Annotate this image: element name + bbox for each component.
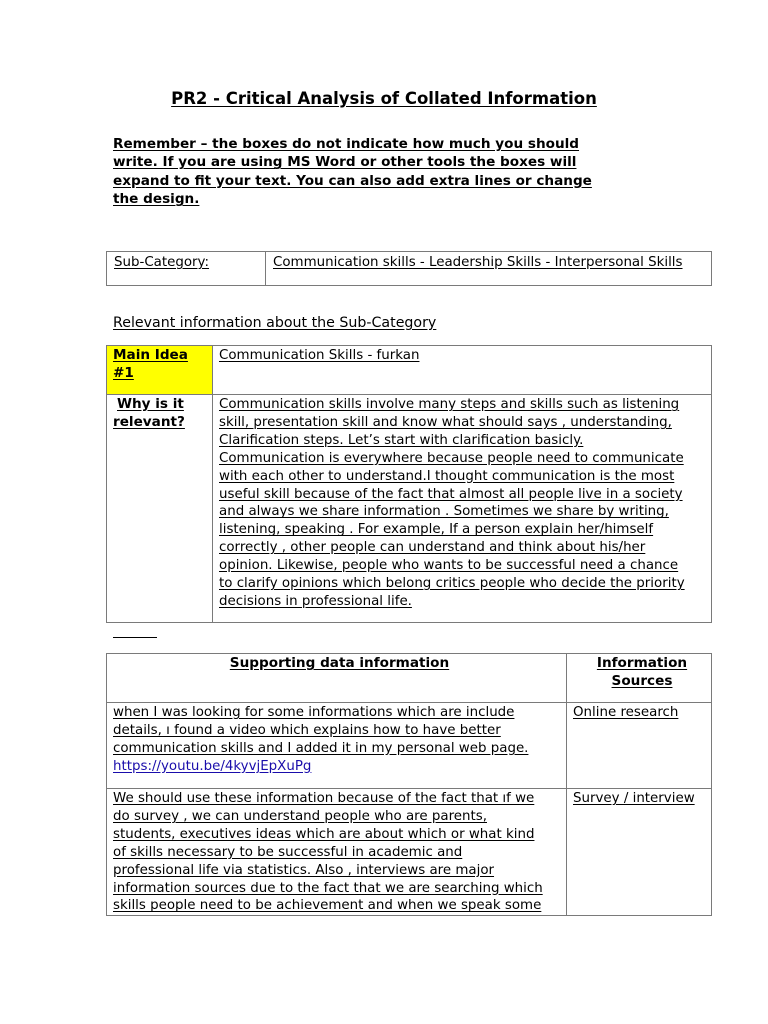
why-line: useful skill because of the fact that almost all people live in a society: [219, 486, 683, 502]
table-row: [107, 654, 712, 703]
why-relevant-label-cell: [107, 395, 213, 623]
supporting-line: do survey , we can understand people who are parents,: [113, 808, 487, 824]
why-line: and always we share information . Sometimes we share by writing,: [219, 504, 669, 520]
supporting-line: of skills necessary to be successful in academic and: [113, 844, 463, 860]
supporting-line: information sources due to the fact that we are searching which: [113, 880, 543, 896]
reminder-line: write. If you are using MS Word or other tools the boxes will: [113, 154, 577, 171]
why-relevant-text-cell[interactable]: [213, 395, 712, 623]
supporting-data-header-label: Supporting data information: [229, 655, 450, 671]
video-link[interactable]: https://youtu.be/4kyvjEpXuPg: [113, 758, 312, 774]
table-row: [107, 346, 712, 395]
subcategory-value-cell[interactable]: [266, 252, 712, 286]
supporting-line: skills people need to be achievement and when we speak some: [113, 898, 542, 914]
information-source: Survey / interview: [573, 791, 695, 806]
why-line: listening, speaking . For example, If a person explain her/himself: [219, 522, 654, 538]
why-relevant-label-2: relevant?: [113, 413, 185, 430]
information-source: Online research: [573, 705, 679, 720]
information-source-cell[interactable]: [567, 703, 712, 789]
why-line: opinion. Likewise, people who wants to be successful need a chance: [219, 558, 679, 574]
divider: [113, 637, 157, 638]
information-sources-label: Information: [596, 655, 688, 671]
supporting-line: students, executives ideas which are about which or what kind: [113, 826, 535, 842]
relevant-info-heading: Relevant information about the Sub-Category: [113, 315, 437, 331]
supporting-data-cell[interactable]: [107, 703, 567, 789]
table-row: [107, 789, 712, 916]
main-idea-label-cell: [107, 346, 213, 395]
subcategory-label-cell: [107, 252, 266, 286]
supporting-line: when I was looking for some informations which are include: [113, 705, 515, 720]
why-line: decisions in professional life.: [219, 593, 412, 609]
supporting-line: We should use these information because of the fact that ıf we: [113, 791, 535, 806]
subcategory-label: Sub-Category:: [114, 255, 210, 270]
reminder-line: Remember – the boxes do not indicate how much you should: [113, 136, 580, 152]
reminder-line: the design.: [113, 191, 200, 208]
why-line: Clarification steps. Let’s start with clarification basicly.: [219, 432, 584, 448]
information-source-cell[interactable]: [567, 789, 712, 916]
table-row: [107, 252, 712, 286]
main-idea-value-cell[interactable]: [213, 346, 712, 395]
main-idea-table: [106, 345, 712, 623]
supporting-line: communication skills and I added it in my personal web page.: [113, 740, 529, 756]
why-line: Communication is everywhere because people need to communicate: [219, 450, 684, 466]
subcategory-table: [106, 251, 712, 286]
supporting-line: details, ı found a video which explains how to have better: [113, 722, 501, 738]
main-idea-value: Communication Skills - furkan: [219, 348, 420, 363]
why-line: skill, presentation skill and know what should says , understanding,: [219, 414, 672, 430]
why-line: Communication skills involve many steps and skills such as listening: [219, 397, 680, 412]
reminder-line: expand to fit your text. You can also add extra lines or change: [113, 172, 592, 189]
why-line: to clarify opinions which belong critics people who decide the priority: [219, 576, 685, 592]
main-idea-number: #1: [113, 364, 134, 381]
why-line: correctly , other people can understand and think about his/her: [219, 540, 646, 556]
supporting-data-cell[interactable]: [107, 789, 567, 916]
information-sources-header: [567, 654, 712, 703]
subcategory-value: Communication skills - Leadership Skills - Interpersonal Skills: [273, 255, 683, 270]
reminder-note: [113, 135, 658, 209]
main-idea-label: Main Idea: [113, 347, 188, 363]
table-row: [107, 395, 712, 623]
supporting-data-table: [106, 653, 712, 916]
supporting-line: professional life via statistics. Also , interviews are major: [113, 862, 495, 878]
table-row: [107, 703, 712, 789]
information-sources-label-2: Sources: [611, 672, 673, 689]
why-relevant-label: Why is it: [117, 396, 184, 412]
page-title: PR2 - Critical Analysis of Collated Information: [171, 89, 597, 108]
supporting-data-header: [107, 654, 567, 703]
why-line: with each other to understand.I thought communication is the most: [219, 468, 675, 484]
